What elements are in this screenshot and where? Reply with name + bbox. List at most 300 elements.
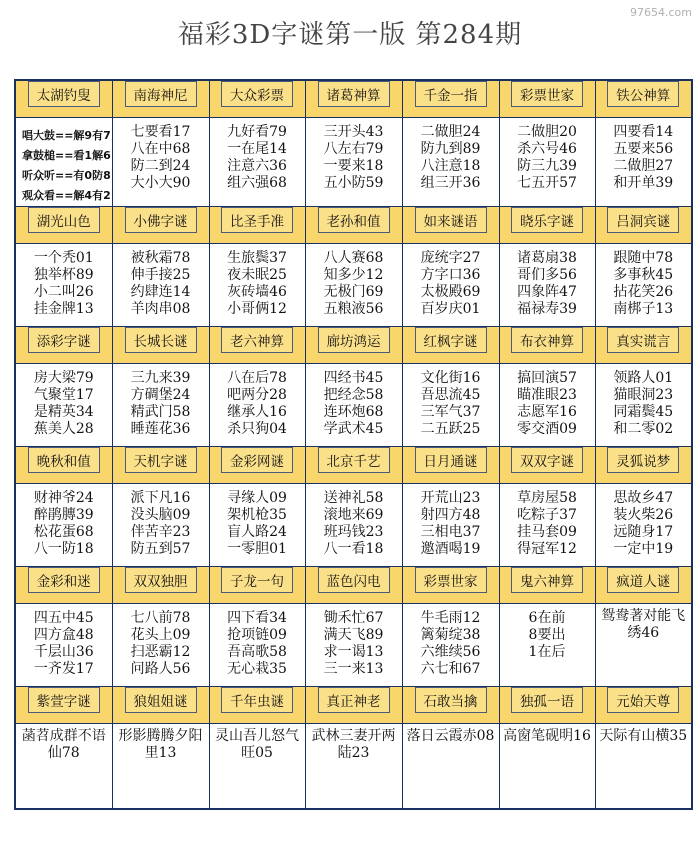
- riddle-cell: [402, 244, 499, 327]
- riddle-lines: [16, 724, 112, 762]
- riddle-lines: [210, 118, 305, 192]
- column-header-cell: [402, 567, 499, 604]
- riddle-lines: [113, 244, 209, 318]
- riddle-cell: [595, 364, 692, 447]
- riddle-cell: [209, 724, 305, 810]
- riddle-line: 扫恶霸12: [130, 644, 191, 660]
- column-header-cell: [305, 207, 402, 244]
- riddle-lines: [403, 244, 499, 318]
- column-header-cell: [402, 447, 499, 484]
- riddle-line: 五粮液56: [323, 301, 384, 317]
- section-title: 真正神老: [318, 687, 390, 713]
- section-title: 晓乐字谜: [511, 207, 583, 233]
- column-header-cell: [499, 567, 595, 604]
- riddle-lines: [403, 604, 499, 678]
- riddle-cell: [15, 244, 112, 327]
- riddle-line: 寻缘人09: [227, 490, 287, 506]
- riddle-lines: [596, 604, 692, 642]
- riddle-line: 落日云霞赤08: [406, 728, 495, 744]
- riddle-line: 滚地来69: [323, 507, 384, 523]
- riddle-lines: [403, 484, 499, 558]
- riddle-line: 八在中68: [130, 141, 191, 157]
- riddle-cell: [209, 118, 305, 207]
- riddle-line: 没头脑09: [130, 507, 191, 523]
- riddle-cell: [15, 484, 112, 567]
- riddle-line: 诸葛扇38: [517, 250, 577, 266]
- column-header-cell: [595, 567, 692, 604]
- section-title: 紫萱字谜: [28, 687, 100, 713]
- section-title: 狼姐姐谜: [125, 687, 197, 713]
- section-title: 红枫字谜: [415, 327, 487, 353]
- section-title: 吕洞宾谜: [607, 207, 679, 233]
- column-header-cell: [15, 80, 112, 118]
- column-header-cell: [15, 687, 112, 724]
- riddle-line: 约肆连14: [130, 284, 191, 300]
- riddle-line: 百岁庆01: [420, 301, 481, 317]
- riddle-line: 远随身17: [613, 524, 674, 540]
- riddle-line: 伴苦辛23: [130, 524, 191, 540]
- riddle-line: 小哥俩12: [227, 301, 287, 317]
- riddle-lines: [596, 484, 692, 558]
- riddle-line: 吃粽子37: [517, 507, 577, 523]
- riddle-line: 生旅鬓37: [227, 250, 287, 266]
- riddle-line: 吧两分28: [227, 387, 287, 403]
- riddle-cell: [209, 604, 305, 687]
- column-header-cell: [499, 207, 595, 244]
- riddle-line: 领路人01: [613, 370, 674, 386]
- riddle-line: 四要看14: [613, 124, 674, 140]
- riddle-line: 文化街16: [420, 370, 481, 386]
- riddle-cell: [595, 604, 692, 687]
- section-title: 千年虫谜: [221, 687, 293, 713]
- riddle-cell: [499, 604, 595, 687]
- riddle-line: 抢项链09: [227, 627, 287, 643]
- riddle-line: 五要来56: [613, 141, 674, 157]
- riddle-line: 二做胆24: [420, 124, 481, 140]
- riddle-line: 知多少12: [323, 267, 384, 283]
- riddle-line: 七八前78: [130, 610, 191, 626]
- riddle-line: 三开头43: [323, 124, 384, 140]
- riddle-line: 房大梁79: [33, 370, 94, 386]
- riddle-line: 志愿军16: [517, 404, 577, 420]
- section-title: 千金一指: [415, 81, 487, 107]
- riddle-line: 锄禾忙67: [323, 610, 384, 626]
- riddle-line: 四方盒48: [33, 627, 94, 643]
- column-header-cell: [305, 80, 402, 118]
- riddle-line: 猫眼洞23: [613, 387, 674, 403]
- section-title: 布衣神算: [511, 327, 583, 353]
- section-title: 元始天尊: [607, 687, 679, 713]
- riddle-line: 杀六号46: [517, 141, 577, 157]
- riddle-cell: [499, 724, 595, 810]
- riddle-lines: [500, 244, 595, 318]
- riddle-cell: [15, 604, 112, 687]
- riddle-cell: [305, 484, 402, 567]
- riddle-line: 鸳鸯著对能飞绣46: [601, 608, 686, 641]
- riddle-line: 挂马套09: [517, 524, 577, 540]
- riddle-line: 八注意18: [420, 158, 481, 174]
- riddle-cell: [15, 724, 112, 810]
- riddle-line: 零交酒09: [517, 421, 577, 437]
- riddle-line: 防二到24: [130, 158, 191, 174]
- riddle-line: 邀酒喝19: [420, 541, 481, 557]
- riddle-line: 问路人56: [130, 661, 191, 677]
- riddle-line: 三一来13: [323, 661, 384, 677]
- riddle-line: 瞄准眼23: [517, 387, 577, 403]
- riddle-line: 派下凡16: [130, 490, 191, 506]
- riddle-lines: [16, 604, 112, 678]
- riddle-line: 杀只狗04: [227, 421, 287, 437]
- section-title: 独孤一语: [511, 687, 583, 713]
- riddle-line: 菡苕成群不语仙78: [21, 728, 106, 761]
- riddle-line: 羊肉串08: [130, 301, 191, 317]
- column-header-cell: [305, 687, 402, 724]
- riddle-line: 七五开57: [517, 175, 577, 191]
- riddle-line: 装火柴26: [613, 507, 674, 523]
- section-title: 小佛字谜: [125, 207, 197, 233]
- riddle-cell: [595, 244, 692, 327]
- riddle-line: 蕉美人28: [33, 421, 94, 437]
- riddle-lines: [306, 604, 402, 678]
- riddle-line: 二五跃25: [420, 421, 481, 437]
- riddle-line: 松花蛋68: [33, 524, 94, 540]
- riddle-lines: [306, 484, 402, 558]
- riddle-line: 6在前: [528, 610, 566, 626]
- section-title: 添彩字谜: [28, 327, 100, 353]
- section-title: 南海神尼: [125, 81, 197, 107]
- section-title: 诸葛神算: [318, 81, 390, 107]
- riddle-line: 挂金牌13: [33, 301, 94, 317]
- riddle-cell: [305, 118, 402, 207]
- section-title: 金彩和迷: [28, 567, 100, 593]
- column-header-cell: [499, 80, 595, 118]
- header-row: [15, 567, 692, 604]
- riddle-cell: [402, 118, 499, 207]
- riddle-lines: [306, 244, 402, 318]
- riddle-lines: [596, 118, 692, 192]
- riddle-line: 千层山36: [33, 644, 94, 660]
- column-header-cell: [305, 327, 402, 364]
- riddle-grid: [14, 79, 693, 810]
- riddle-cell: [595, 724, 692, 810]
- column-header-cell: [499, 447, 595, 484]
- riddle-lines: [113, 364, 209, 438]
- riddle-line: 求一谒13: [323, 644, 384, 660]
- riddle-line: 防九到89: [420, 141, 481, 157]
- riddle-cell: [209, 244, 305, 327]
- riddle-line: 连环炮68: [323, 404, 384, 420]
- column-header-cell: [112, 207, 209, 244]
- riddle-cell: [112, 364, 209, 447]
- section-title: 灵狐说梦: [607, 447, 679, 473]
- riddle-cell: [305, 604, 402, 687]
- content-row: [15, 364, 692, 447]
- riddle-cell: [112, 724, 209, 810]
- riddle-lines: [113, 724, 209, 762]
- section-title: 日月通谜: [415, 447, 487, 473]
- riddle-line: 一个秃01: [33, 250, 94, 266]
- riddle-line: 伸手接25: [130, 267, 191, 283]
- riddle-line: 一定中19: [613, 541, 674, 557]
- riddle-cell: [402, 724, 499, 810]
- riddle-line: 五小防59: [323, 175, 384, 191]
- riddle-line: 四象阵47: [517, 284, 577, 300]
- riddle-cell: [402, 604, 499, 687]
- column-header-cell: [402, 687, 499, 724]
- header-row: [15, 687, 692, 724]
- riddle-line: 架机枪35: [227, 507, 287, 523]
- riddle-lines: [113, 484, 209, 558]
- column-header-cell: [595, 80, 692, 118]
- riddle-line: 组六强68: [227, 175, 287, 191]
- riddle-line: 同霜鬓45: [613, 404, 674, 420]
- riddle-lines: [500, 364, 595, 438]
- riddle-line: 太极殿69: [420, 284, 481, 300]
- riddle-line: 射四方48: [420, 507, 481, 523]
- riddle-line: 篱菊绽38: [420, 627, 481, 643]
- riddle-line: 拈花笑26: [613, 284, 674, 300]
- riddle-cell: [209, 364, 305, 447]
- riddle-line: 学武术45: [323, 421, 384, 437]
- riddle-line: 无极门69: [323, 284, 384, 300]
- content-row: [15, 604, 692, 687]
- riddle-line: 八一看18: [323, 541, 384, 557]
- riddle-line: 吾高歌58: [227, 644, 287, 660]
- riddle-line: 注意六36: [227, 158, 287, 174]
- riddle-line: 精武门58: [130, 404, 191, 420]
- column-header-cell: [305, 567, 402, 604]
- riddle-cell: [402, 484, 499, 567]
- section-title: 湖光山色: [28, 207, 100, 233]
- riddle-line: 三相电37: [420, 524, 481, 540]
- column-header-cell: [15, 567, 112, 604]
- column-header-cell: [402, 80, 499, 118]
- riddle-line: 八人赛68: [323, 250, 384, 266]
- column-header-cell: [15, 327, 112, 364]
- riddle-cell: [209, 484, 305, 567]
- content-row: [15, 484, 692, 567]
- riddle-line: 形影腾腾夕阳里13: [118, 728, 203, 761]
- column-header-cell: [305, 447, 402, 484]
- column-header-cell: [209, 687, 305, 724]
- header-row: [15, 447, 692, 484]
- riddle-line: 小二叫26: [33, 284, 94, 300]
- section-title: 彩票世家: [415, 567, 487, 593]
- riddle-line: 二做胆20: [517, 124, 577, 140]
- riddle-line: 送神礼58: [323, 490, 384, 506]
- section-title: 太湖钓叟: [28, 81, 100, 107]
- column-header-cell: [595, 207, 692, 244]
- riddle-lines: [210, 364, 305, 438]
- column-header-cell: [402, 207, 499, 244]
- riddle-line: 1在后: [528, 644, 566, 660]
- riddle-line: 一在尾14: [227, 141, 287, 157]
- riddle-lines: [596, 724, 692, 745]
- riddle-line: 六维续56: [420, 644, 481, 660]
- riddle-line: 8要出: [528, 627, 566, 643]
- riddle-line: 搞回演57: [517, 370, 577, 386]
- riddle-lines: [403, 364, 499, 438]
- riddle-line: 三军气37: [420, 404, 481, 420]
- riddle-line: 八一防18: [33, 541, 94, 557]
- riddle-line: 盲人路24: [227, 524, 287, 540]
- riddle-cell: [305, 364, 402, 447]
- section-title: 北京千艺: [318, 447, 390, 473]
- riddle-lines: [306, 724, 402, 762]
- riddle-line: 六七和67: [420, 661, 481, 677]
- riddle-line: 福禄寿39: [517, 301, 577, 317]
- riddle-lines: [113, 604, 209, 678]
- content-row: [15, 724, 692, 810]
- riddle-line: 班玛钱23: [323, 524, 384, 540]
- riddle-line: 八在后78: [227, 370, 287, 386]
- riddle-line: 方碉堡24: [130, 387, 191, 403]
- riddle-cell: [112, 118, 209, 207]
- riddle-line: 八左右79: [323, 141, 384, 157]
- column-header-cell: [112, 447, 209, 484]
- column-header-cell: [595, 687, 692, 724]
- riddle-cell: [499, 244, 595, 327]
- riddle-lines: [500, 604, 595, 661]
- riddle-line: 满天飞89: [323, 627, 384, 643]
- section-title: 老孙和值: [318, 207, 390, 233]
- riddle-lines: [306, 118, 402, 192]
- column-header-cell: [112, 80, 209, 118]
- riddle-line: 高窗笔砚明16: [503, 728, 591, 744]
- column-header-cell: [15, 207, 112, 244]
- riddle-line: 醉鹃膞39: [33, 507, 94, 523]
- section-title: 石敢当擒: [415, 687, 487, 713]
- riddle-line: 花头上09: [130, 627, 191, 643]
- riddle-cell: [112, 484, 209, 567]
- column-header-cell: [112, 567, 209, 604]
- riddle-line: 听众听==有0防8: [22, 169, 111, 182]
- section-title: 子龙一句: [221, 567, 293, 593]
- riddle-line: 得冠军12: [517, 541, 577, 557]
- content-row: [15, 244, 692, 327]
- section-title: 长城长谜: [125, 327, 197, 353]
- riddle-line: 观众看==解4有2: [22, 189, 111, 202]
- column-header-cell: [595, 447, 692, 484]
- header-row: [15, 80, 692, 118]
- riddle-lines: [16, 484, 112, 558]
- riddle-lines: [16, 244, 112, 318]
- riddle-cell: [15, 364, 112, 447]
- column-header-cell: [15, 447, 112, 484]
- riddle-cell: [499, 364, 595, 447]
- riddle-line: 七要看17: [130, 124, 191, 140]
- riddle-line: 大小大90: [130, 175, 191, 191]
- column-header-cell: [595, 327, 692, 364]
- riddle-lines: [596, 244, 692, 318]
- section-title: 双双字谜: [511, 447, 583, 473]
- riddle-lines: [500, 118, 595, 192]
- column-header-cell: [209, 207, 305, 244]
- riddle-line: 防五到57: [130, 541, 191, 557]
- riddle-line: 是精英34: [33, 404, 94, 420]
- column-header-cell: [499, 687, 595, 724]
- section-title: 大众彩票: [221, 81, 293, 107]
- riddle-lines: [306, 364, 402, 438]
- section-title: 晚秋和值: [28, 447, 100, 473]
- riddle-line: 跟随中78: [613, 250, 674, 266]
- riddle-cell: [305, 244, 402, 327]
- riddle-line: 哥们多56: [517, 267, 577, 283]
- section-title: 金彩网谜: [221, 447, 293, 473]
- section-title: 如来谜语: [415, 207, 487, 233]
- riddle-line: 一零胆01: [227, 541, 287, 557]
- riddle-line: 吾思流45: [420, 387, 481, 403]
- page-title: 福彩3D字谜第一版 第284期: [177, 20, 523, 50]
- riddle-cell: [595, 484, 692, 567]
- riddle-lines: [210, 484, 305, 558]
- section-title: 真实谎言: [607, 327, 679, 353]
- section-title: 铁公神算: [607, 81, 679, 107]
- section-title: 疯道人谜: [607, 567, 679, 593]
- column-header-cell: [209, 327, 305, 364]
- riddle-line: 无心栽35: [227, 661, 287, 677]
- riddle-cell: [112, 244, 209, 327]
- riddle-line: 灰砖墙46: [227, 284, 287, 300]
- riddle-line: 继承人16: [227, 404, 287, 420]
- column-header-cell: [209, 567, 305, 604]
- content-row: [15, 118, 692, 207]
- riddle-cell: [305, 724, 402, 810]
- riddle-line: 一齐发17: [33, 661, 94, 677]
- riddle-lines: [403, 118, 499, 192]
- riddle-line: 牛毛雨12: [420, 610, 481, 626]
- riddle-lines: [596, 364, 692, 438]
- riddle-line: 多事秋45: [613, 267, 674, 283]
- riddle-lines: [403, 724, 499, 745]
- column-header-cell: [402, 327, 499, 364]
- riddle-line: 唱大鼓==解9有7: [22, 129, 111, 142]
- riddle-cell: [402, 364, 499, 447]
- column-header-cell: [499, 327, 595, 364]
- header-row: [15, 327, 692, 364]
- riddle-line: 防三九39: [517, 158, 577, 174]
- riddle-line: 睡莲花36: [130, 421, 191, 437]
- riddle-cell: [15, 118, 112, 207]
- riddle-lines: [500, 484, 595, 558]
- riddle-cell: [595, 118, 692, 207]
- riddle-line: 组三开36: [420, 175, 481, 191]
- section-title: 蓝色闪电: [318, 567, 390, 593]
- riddle-line: 气聚堂17: [33, 387, 94, 403]
- riddle-line: 九好看79: [227, 124, 287, 140]
- riddle-line: 和二零02: [613, 421, 674, 437]
- riddle-line: 思故乡47: [613, 490, 674, 506]
- site-watermark: 97654.com: [630, 6, 692, 19]
- column-header-cell: [209, 447, 305, 484]
- riddle-lines: [210, 604, 305, 678]
- riddle-line: 拿鼓槌==看1解6: [22, 149, 111, 162]
- riddle-lines: [16, 118, 112, 206]
- riddle-lines: [210, 244, 305, 318]
- riddle-line: 财神爷24: [33, 490, 94, 506]
- riddle-line: 天际有山横35: [599, 728, 688, 744]
- section-title: 双双独胆: [125, 567, 197, 593]
- riddle-line: 和开单39: [613, 175, 674, 191]
- riddle-line: 二做胆27: [613, 158, 674, 174]
- riddle-line: 被秋霜78: [130, 250, 191, 266]
- riddle-line: 独举杯89: [33, 267, 94, 283]
- riddle-line: 三九来39: [130, 370, 191, 386]
- riddle-line: 庞统字27: [420, 250, 481, 266]
- riddle-line: 四下看34: [227, 610, 287, 626]
- riddle-line: 一要来18: [323, 158, 384, 174]
- riddle-line: 方字口36: [420, 267, 481, 283]
